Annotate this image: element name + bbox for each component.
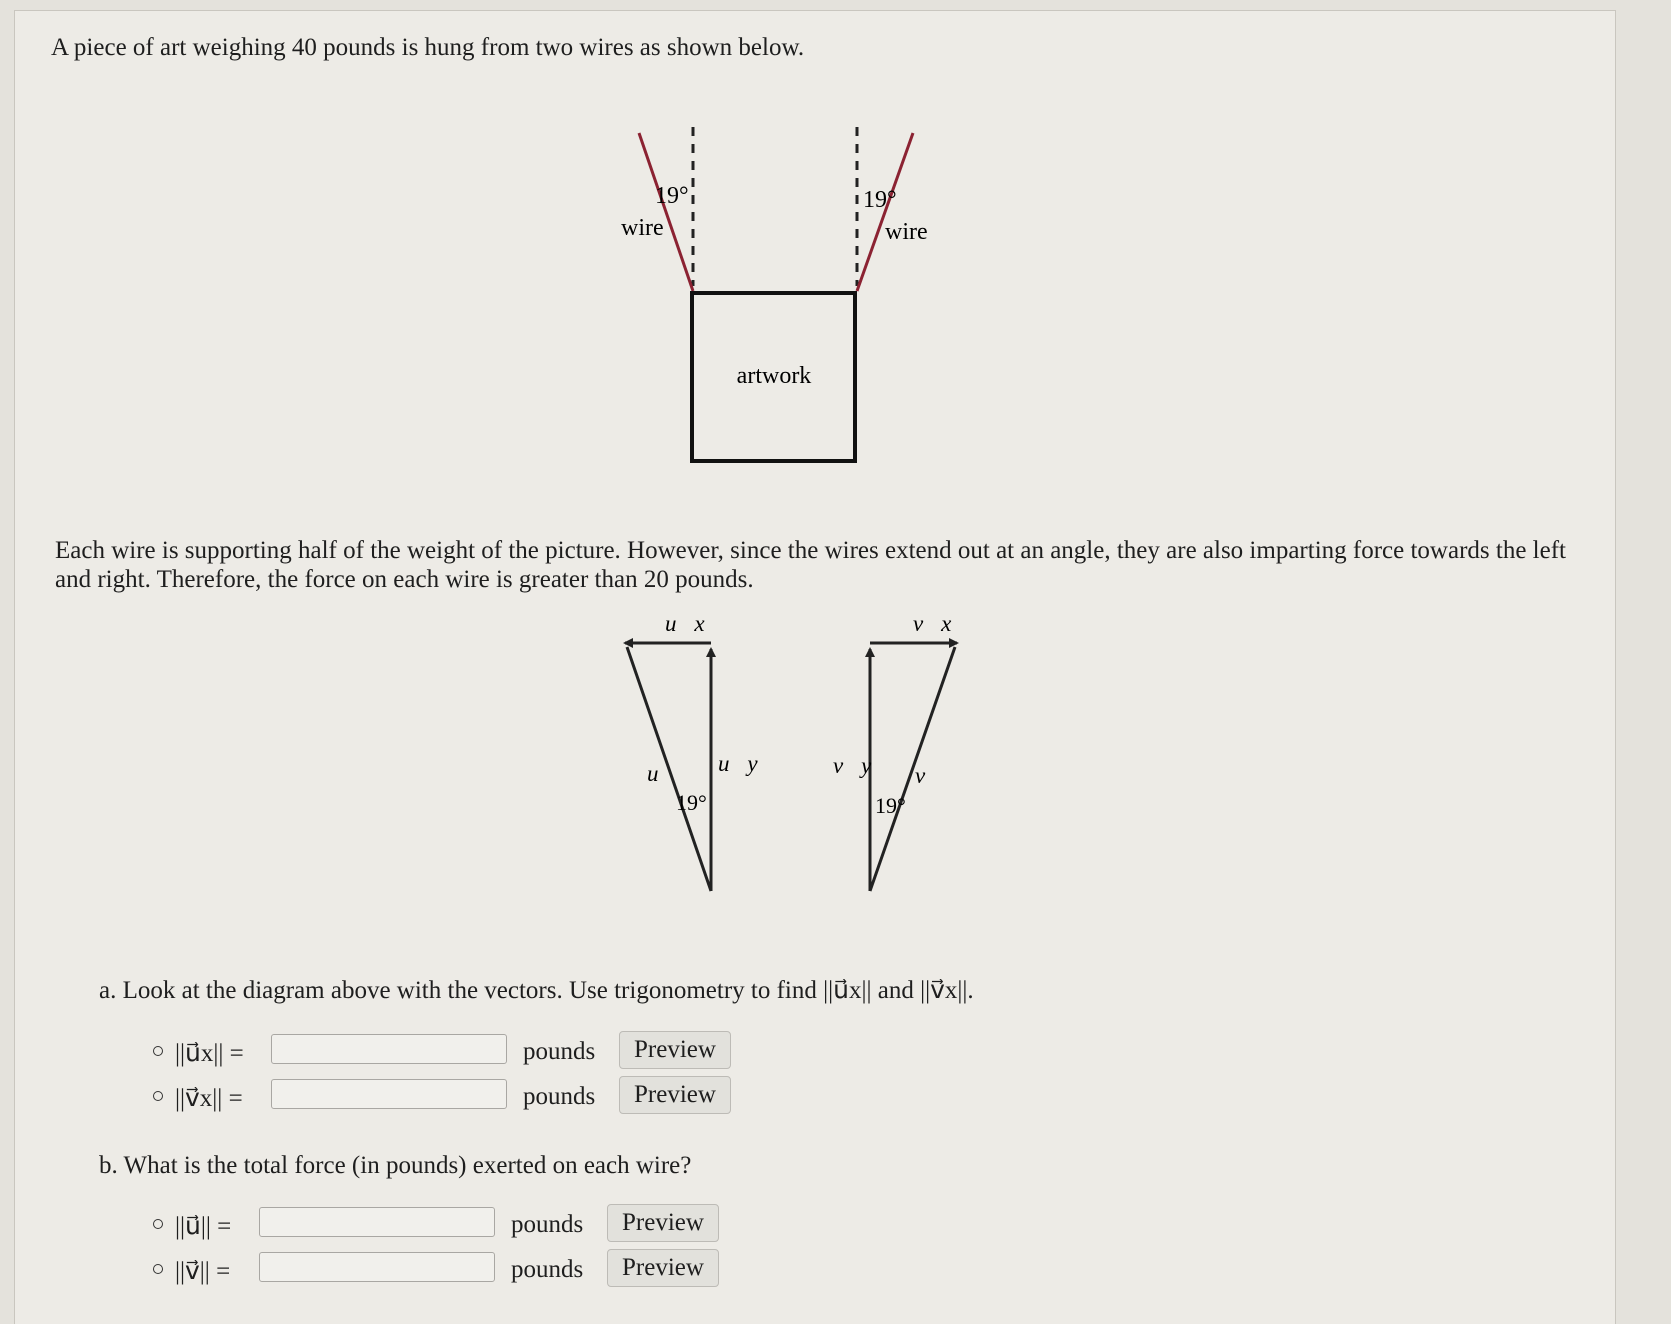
uy-label: u⃗y xyxy=(718,751,758,776)
question-b: b. What is the total force (in pounds) exerted on each wire? xyxy=(99,1152,692,1179)
problem-intro: A piece of art weighing 40 pounds is hung from two wires as shown below. xyxy=(51,34,805,61)
v-label: v⃗ xyxy=(915,763,944,788)
angle-label-v: 19° xyxy=(875,793,906,818)
angle-label-right: 19° xyxy=(863,187,897,213)
u-magnitude-label: ||u⃗|| = xyxy=(175,1213,232,1240)
unit-label: pounds xyxy=(523,1083,596,1110)
ux-magnitude-label: ||u⃗x|| = xyxy=(175,1040,244,1067)
vx-magnitude-label: ||v⃗x|| = xyxy=(175,1085,243,1112)
ux-label: u⃗x xyxy=(665,611,705,636)
question-a: a. Look at the diagram above with the vectors. Use trigonometry to find ||u⃗x|| and ||v⃗x||. xyxy=(99,977,974,1004)
wire-diagram xyxy=(621,121,1015,501)
vx-magnitude-input[interactable] xyxy=(271,1079,507,1109)
vector-diagram xyxy=(625,611,1025,943)
preview-button-u[interactable]: Preview xyxy=(607,1204,719,1242)
unit-label: pounds xyxy=(511,1211,584,1238)
unit-label: pounds xyxy=(511,1256,584,1283)
problem-panel xyxy=(14,10,1616,1324)
preview-button-ux[interactable]: Preview xyxy=(619,1031,731,1069)
angle-label-left: 19° xyxy=(655,183,689,209)
u-label: u⃗ xyxy=(647,761,677,786)
wire-label-right: wire xyxy=(885,219,928,245)
explanation-paragraph: Each wire is supporting half of the weight of the picture. However, since the wires extend out at an angle, they are also imparting force towards the left and right. Therefore, the force on each wire is greater than 20 pounds. xyxy=(55,537,1566,593)
angle-label-u: 19° xyxy=(676,790,707,815)
v-magnitude-label: ||v⃗|| = xyxy=(175,1258,231,1285)
bullet-icon xyxy=(153,1264,163,1274)
bullet-icon xyxy=(153,1091,163,1101)
vy-label: v⃗y xyxy=(833,753,872,778)
wire-label-left: wire xyxy=(621,215,664,241)
wire-left xyxy=(639,133,693,291)
preview-button-v[interactable]: Preview xyxy=(607,1249,719,1287)
preview-button-vx[interactable]: Preview xyxy=(619,1076,731,1114)
vx-label: v⃗x xyxy=(913,611,952,636)
v-magnitude-input[interactable] xyxy=(259,1252,495,1282)
u-magnitude-input[interactable] xyxy=(259,1207,495,1237)
ux-magnitude-input[interactable] xyxy=(271,1034,507,1064)
artwork-label: artwork xyxy=(736,363,812,389)
bullet-icon xyxy=(153,1046,163,1056)
unit-label: pounds xyxy=(523,1038,596,1065)
bullet-icon xyxy=(153,1219,163,1229)
